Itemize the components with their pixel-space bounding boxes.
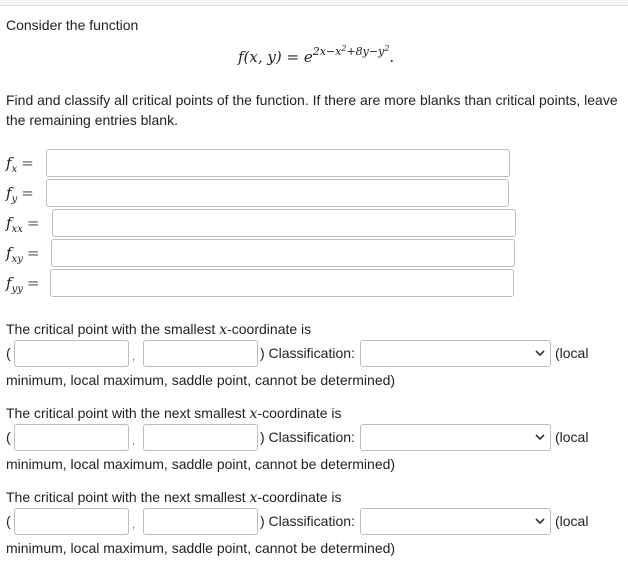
critical-point-1-y-input[interactable] [143,340,258,367]
chevron-down-icon [534,515,546,527]
options-text: minimum, local maximum, saddle point, cannot be determined) [6,372,396,388]
critical-point-3-classification-select[interactable] [360,508,551,535]
fy-input[interactable] [46,179,509,207]
intro-text: Consider the function [6,17,139,33]
classification-label: ) Classification: [260,513,355,529]
classification-label: ) Classification: [260,345,355,361]
options-text: minimum, local maximum, saddle point, cannot be determined) [6,540,396,556]
critical-point-3-y-input[interactable] [143,508,258,535]
classification-label: ) Classification: [260,429,355,445]
options-text: minimum, local maximum, saddle point, cannot be determined) [6,456,396,472]
fxx-input[interactable] [52,209,516,237]
fyy-input[interactable] [50,269,514,297]
local-open-text: (local [555,513,589,529]
fxy-input[interactable] [51,239,515,267]
open-paren: ( [6,345,11,361]
label-fy: $f_y$ = [6,184,34,205]
label-fx: $f_x$ = [6,154,34,175]
chevron-down-icon [534,431,546,443]
local-open-text: (local [555,429,589,445]
open-paren: ( [6,513,11,529]
comma: , [132,351,136,363]
critical-point-2-heading: The critical point with the next smallest x-coordinate is [6,405,342,422]
critical-point-2-classification-select[interactable] [360,424,551,451]
critical-point-3-x-input[interactable] [14,508,129,535]
critical-point-3-heading: The critical point with the next smallest x-coordinate is [6,489,342,506]
local-open-text: (local [555,345,589,361]
critical-point-1-heading: The critical point with the smallest x-coordinate is [6,321,312,338]
critical-point-2-y-input[interactable] [143,424,258,451]
instructions-text: Find and classify all critical points of the function. If there are more blanks than critical points, leave the remaining entries blank. [6,92,618,128]
label-fxx: $f_{xx}$ = [6,214,40,235]
open-paren: ( [6,429,11,445]
chevron-down-icon [534,347,546,359]
label-fyy: $f_{yy}$ = [6,274,40,295]
comma: , [132,435,136,447]
fx-input[interactable] [46,149,510,177]
critical-point-2-x-input[interactable] [14,424,129,451]
critical-point-1-x-input[interactable] [14,340,129,367]
function-formula: f(x, $y) = e^{2x-x^2+8y-y^2}$. [238,44,395,66]
critical-point-1-classification-select[interactable] [360,340,551,367]
comma: , [132,519,136,531]
label-fxy: $f_{xy}$ = [6,244,40,265]
